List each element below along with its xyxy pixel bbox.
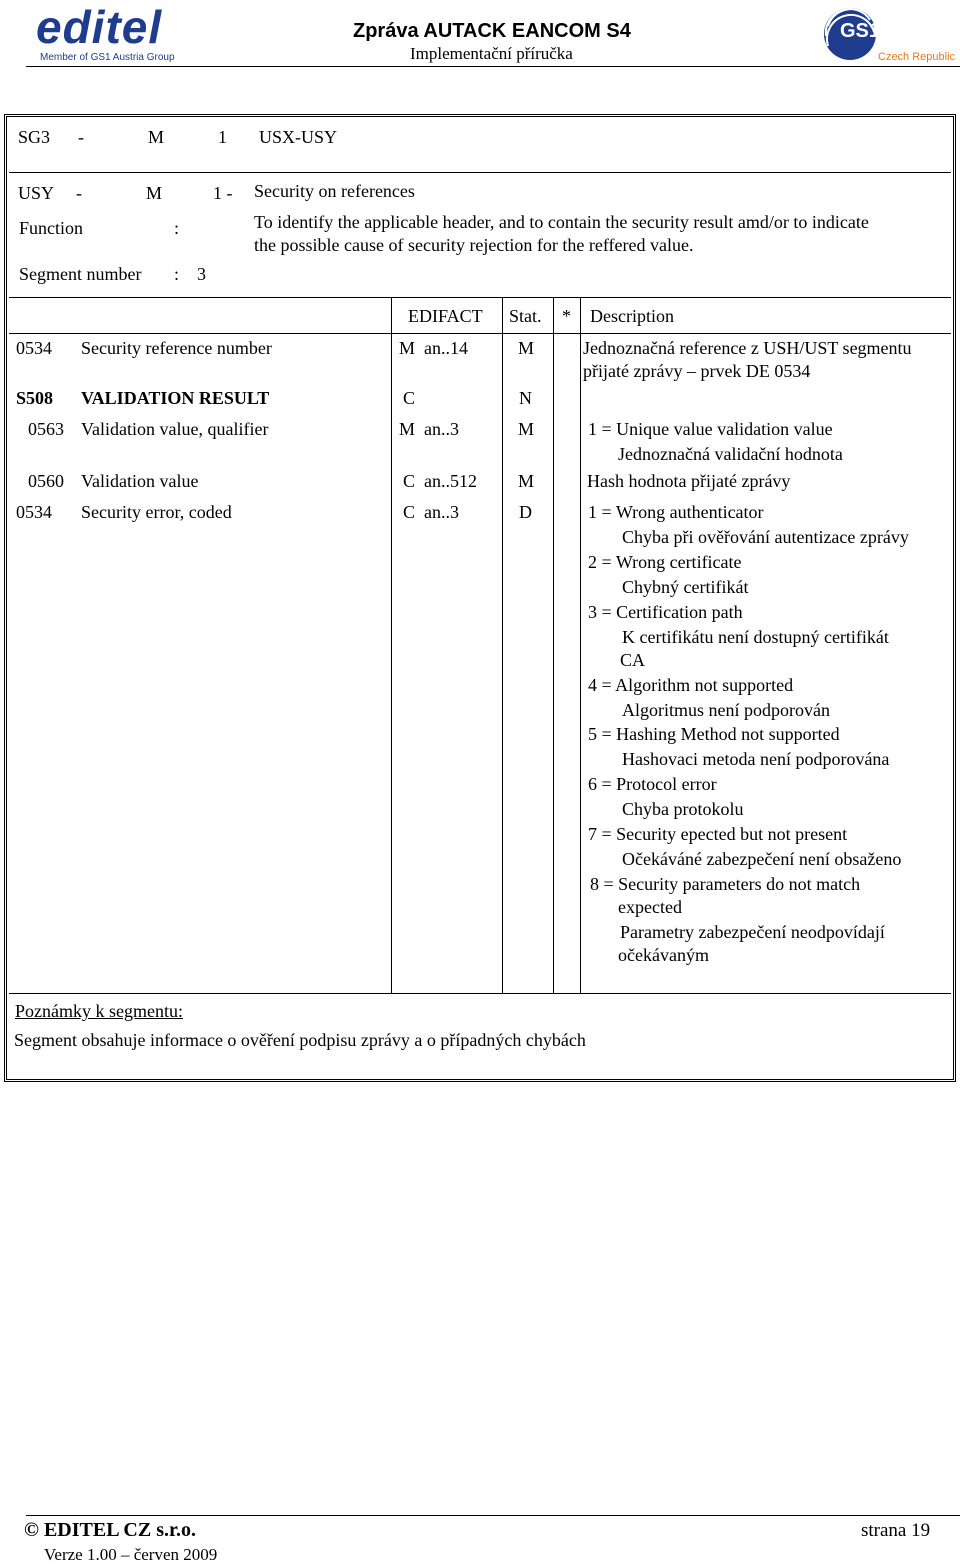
- row-desc: Parametry zabezpečení neodpovídají: [620, 922, 885, 942]
- row-edifact: M an..14: [399, 338, 468, 358]
- row-desc: 8 = Security parameters do not match: [590, 874, 861, 894]
- function-colon: :: [174, 218, 180, 238]
- row-name: Validation value, qualifier: [81, 419, 269, 439]
- segment-dash: -: [76, 183, 82, 203]
- row-edifact: C: [403, 388, 416, 408]
- row-desc: 4 = Algorithm not supported: [588, 675, 794, 695]
- row-desc: Chyba protokolu: [622, 799, 744, 819]
- col-header-stat: Stat.: [509, 306, 542, 326]
- row-desc: 3 = Certification path: [588, 602, 743, 622]
- editel-logo: editel: [36, 1, 163, 53]
- segment-number-value: 3: [197, 264, 206, 284]
- segment-tag: USY: [18, 183, 55, 203]
- row-stat: M: [518, 419, 535, 439]
- row-desc: Chybný certifikát: [622, 577, 749, 597]
- header-rule: [26, 66, 960, 67]
- row-desc: 2 = Wrong certificate: [588, 552, 742, 572]
- row-code: S508: [16, 388, 54, 408]
- row-edifact: M an..3: [399, 419, 459, 439]
- segment-repeat: 1 -: [213, 183, 233, 203]
- row-desc: 6 = Protocol error: [588, 774, 717, 794]
- row-desc: Hash hodnota přijaté zprávy: [587, 471, 791, 491]
- row-desc: Chyba při ověřování autentizace zprávy: [622, 527, 909, 547]
- row-desc: K certifikátu není dostupný certifikát: [622, 627, 889, 647]
- col-header-description: Description: [590, 306, 674, 326]
- row-edifact: C an..3: [403, 502, 459, 522]
- segment-number-colon: :: [174, 264, 180, 284]
- function-text-line2: the possible cause of security rejection for the reffered value.: [254, 235, 694, 255]
- editel-logo-subtitle: Member of GS1 Austria Group: [40, 52, 175, 63]
- notes-text: Segment obsahuje informace o ověření podpisu zprávy a o případných chybách: [14, 1030, 586, 1050]
- row-stat: D: [519, 502, 532, 522]
- row-stat: M: [518, 338, 535, 358]
- col-header-edifact: EDIFACT: [408, 306, 483, 326]
- row-desc: očekávaným: [618, 945, 709, 965]
- col-header-star: *: [562, 306, 571, 326]
- row-name: VALIDATION RESULT: [81, 388, 270, 408]
- notes-label: Poznámky k segmentu:: [15, 1001, 183, 1021]
- row-name: Security reference number: [81, 338, 272, 358]
- row-desc: Hashovaci metoda není podporována: [622, 749, 890, 769]
- row-edifact: C an..512: [403, 471, 477, 491]
- function-text-line1: To identify the applicable header, and to contain the security result amd/or to indicate: [254, 212, 869, 232]
- row-desc: 1 = Wrong authenticator: [588, 502, 764, 522]
- document-title: Zpráva AUTACK EANCOM S4: [353, 20, 631, 42]
- gs1-logo-subtitle: Czech Republic: [878, 51, 956, 63]
- row-desc: Jednoznačná validační hodnota: [618, 444, 843, 464]
- footer-page-number: strana 19: [861, 1520, 931, 1541]
- row-desc: CA: [620, 650, 646, 670]
- segment-number-label: Segment number: [19, 264, 142, 284]
- row-name: Validation value: [81, 471, 199, 491]
- row-code: 0563: [28, 419, 64, 439]
- row-desc: Algoritmus není podporován: [622, 700, 830, 720]
- row-desc: 7 = Security epected but not present: [588, 824, 848, 844]
- row-desc: Jednoznačná reference z USH/UST segmentu: [583, 338, 912, 358]
- row-desc: expected: [618, 897, 682, 917]
- sg-status: M: [148, 127, 165, 147]
- row-stat: M: [518, 471, 535, 491]
- sg-dash: -: [78, 127, 84, 147]
- row-code: 0534: [16, 502, 52, 522]
- row-stat: N: [519, 388, 532, 408]
- row-code: 0560: [28, 471, 64, 491]
- footer-version: Verze 1.00 – červen 2009: [44, 1545, 218, 1564]
- row-desc: přijaté zprávy – prvek DE 0534: [583, 361, 811, 381]
- footer-rule: [26, 1515, 960, 1516]
- sg-name: USX-USY: [259, 127, 338, 147]
- gs1-logo-text: GS1: [840, 20, 881, 42]
- row-desc: 5 = Hashing Method not supported: [588, 724, 840, 744]
- document-subtitle: Implementační příručka: [410, 44, 573, 63]
- row-name: Security error, coded: [81, 502, 232, 522]
- sg-repeat: 1: [218, 127, 227, 147]
- segment-status: M: [146, 183, 163, 203]
- segment-name: Security on references: [254, 181, 415, 201]
- row-desc: 1 = Unique value validation value: [588, 419, 833, 439]
- footer-company: © EDITEL CZ s.r.o.: [24, 1519, 197, 1541]
- function-label: Function: [19, 218, 84, 238]
- row-desc: Očekáváné zabezpečení není obsaženo: [622, 849, 902, 869]
- sg-tag: SG3: [18, 127, 51, 147]
- row-code: 0534: [16, 338, 52, 358]
